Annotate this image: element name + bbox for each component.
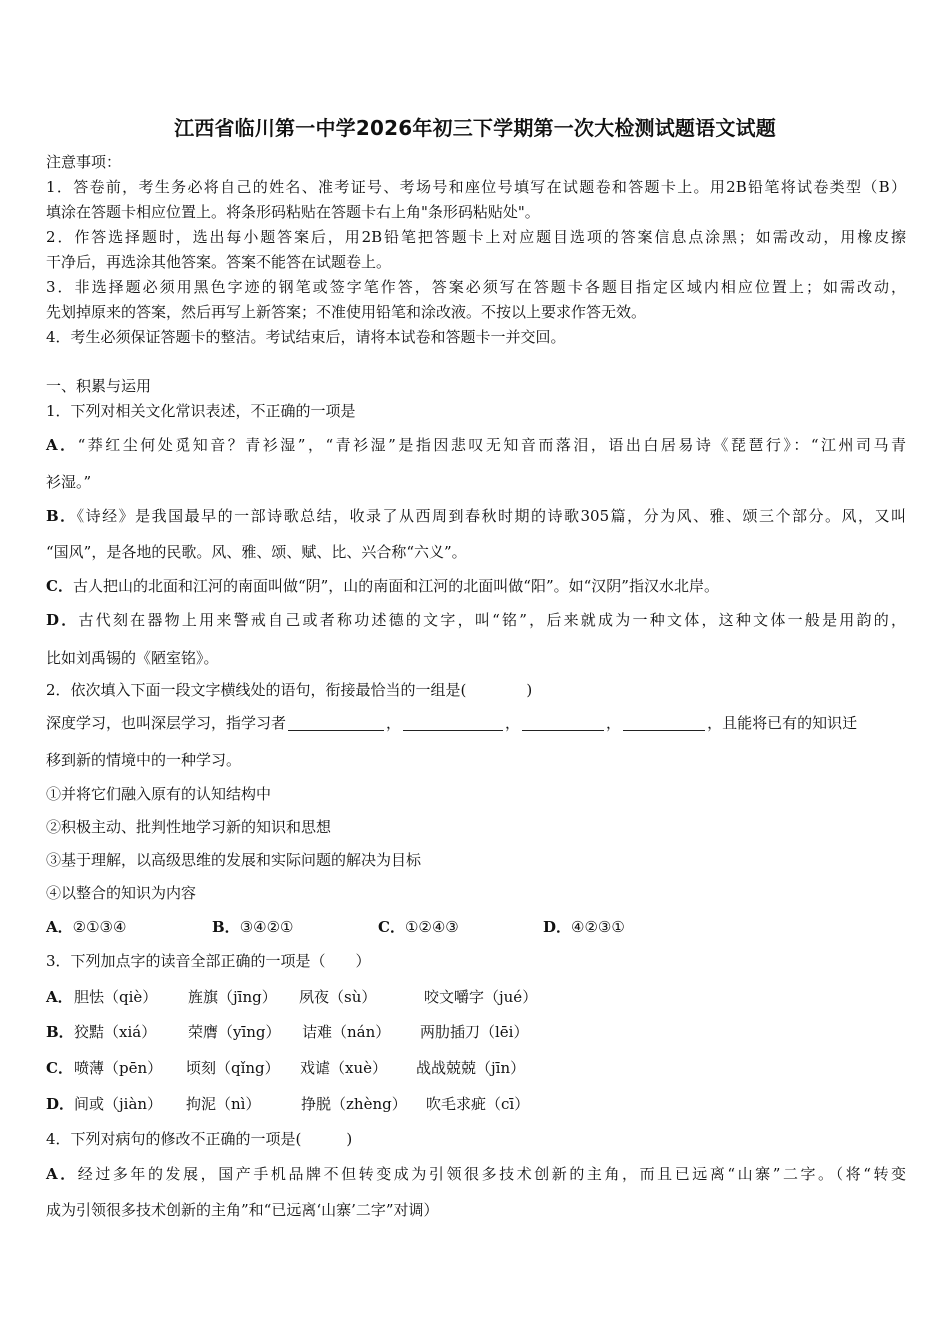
q2-sentence-4: ④以整合的知识为内容 — [46, 884, 197, 902]
option-label: A． — [46, 918, 73, 936]
blank-line-3[interactable] — [522, 714, 604, 731]
option-text: 古人把山的北面和江河的南面叫做“阴”，山的南面和江河的北面叫做“阳”。如“汉阴”指汉水北岸。 — [72, 577, 719, 595]
pinyin-word: 吹毛求疵（cī） — [426, 1095, 530, 1113]
option-text: “莽红尘何处觅知音？青衫湿”，“青衫湿”是指因悲叹无知音而落泪，语出白居易诗《琵琶行》：“江州司马青 — [77, 436, 906, 454]
q2-passage-line-2: 移到新的情境中的一种学习。 — [46, 751, 242, 769]
q2-sentence-1: ①并将它们融入原有的认知结构中 — [46, 785, 272, 803]
notice-heading: 注意事项： — [46, 153, 122, 171]
q1-option-a-line-2: 衫湿。” — [46, 473, 92, 491]
q1-option-d-line-1 — [46, 610, 906, 630]
option-label: C． — [46, 1059, 73, 1077]
option-label: C． — [46, 577, 73, 595]
option-label: A． — [46, 1165, 78, 1183]
q2-passage-line-1 — [46, 713, 857, 733]
q2-option-d — [543, 917, 625, 937]
blank-line-1[interactable] — [288, 714, 384, 731]
pinyin-word: 诘难（nán） — [302, 1023, 391, 1041]
q3-option-d — [46, 1094, 906, 1114]
pinyin-word: 挣脱（zhèng） — [301, 1095, 407, 1113]
option-text: ①②④③ — [404, 918, 459, 936]
pinyin-word: 拘泥（nì） — [186, 1095, 261, 1113]
q1-option-b-line-1 — [46, 506, 906, 526]
option-label: D． — [46, 611, 79, 629]
q2-option-b — [212, 917, 293, 937]
passage-text: ，且能将已有的知识迁 — [707, 714, 858, 732]
option-label: A． — [46, 988, 73, 1006]
section-heading: 一、积累与运用 — [46, 377, 152, 395]
q3-option-c — [46, 1058, 906, 1078]
pinyin-word: 喷薄（pēn） — [74, 1059, 163, 1077]
q1-stem: 1．下列对相关文化常识表述，不正确的一项是 — [46, 402, 356, 420]
pinyin-word: 胆怯（qiè） — [74, 988, 158, 1006]
q2-sentence-2: ②积极主动、批判性地学习新的知识和思想 — [46, 818, 332, 836]
q2-stem: 2．依次填入下面一段文字横线处的语句，衔接最恰当的一组是( ) — [46, 681, 533, 699]
blank-line-4[interactable] — [623, 714, 705, 731]
q1-option-b-line-2: “国风”，是各地的民歌。风、雅、颂、赋、比、兴合称“六义”。 — [46, 543, 467, 561]
option-label: B． — [46, 507, 77, 525]
blank-line-2[interactable] — [403, 714, 503, 731]
pinyin-word: 荣膺（yīng） — [188, 1023, 281, 1041]
option-label: D． — [543, 918, 572, 936]
pinyin-word: 战战兢兢（jīn） — [416, 1059, 526, 1077]
option-label: D． — [46, 1095, 75, 1113]
pinyin-word: 两肋插刀（lēi） — [420, 1023, 529, 1041]
pinyin-word: 顷刻（qǐng） — [186, 1059, 280, 1077]
option-label: B． — [46, 1023, 74, 1041]
notice-item-3-line-1: 3．非选择题必须用黑色字迹的钢笔或签字笔作答，答案必须写在答题卡各题目指定区域内相应位置上；如需改动， — [46, 278, 906, 296]
q4-option-a-line-1 — [46, 1164, 906, 1184]
comma: ， — [606, 714, 622, 732]
pinyin-word: 狡黠（xiá） — [74, 1023, 157, 1041]
comma: ， — [386, 714, 402, 732]
q3-stem: 3．下列加点字的读音全部正确的一项是（ ） — [46, 952, 371, 970]
option-label: A． — [46, 436, 78, 454]
option-text: ②①③④ — [72, 918, 127, 936]
q1-option-d-line-2: 比如刘禹锡的《陋室铭》。 — [46, 649, 219, 667]
option-text: 经过多年的发展，国产手机品牌不但转变成为引领很多技术创新的主角，而且已远离“山寨”二字。（将“转变 — [77, 1165, 907, 1183]
q1-option-a-line-1 — [46, 435, 906, 455]
q4-option-a-line-2: 成为引领很多技术创新的主角”和“已远离‘山寨’二字”对调） — [46, 1201, 439, 1219]
pinyin-word: 间或（jiàn） — [74, 1095, 163, 1113]
notice-item-4: 4．考生必须保证答题卡的整洁。考试结束后，请将本试卷和答题卡一并交回。 — [46, 328, 566, 346]
q2-sentence-3: ③基于理解，以高级思维的发展和实际问题的解决为目标 — [46, 851, 422, 869]
q1-option-c — [46, 576, 719, 596]
passage-text: 深度学习，也叫深层学习，指学习者 — [46, 714, 287, 732]
page-title: 江西省临川第一中学2026年初三下学期第一次大检测试题语文试题 — [174, 116, 776, 140]
q2-option-a — [46, 917, 126, 937]
notice-item-1-line-1: 1．答卷前，考生务必将自己的姓名、准考证号、考场号和座位号填写在试题卷和答题卡上。用2B铅笔将试卷类型（B） — [46, 178, 906, 196]
option-text: 《诗经》是我国最早的一部诗歌总结，收录了从西周到春秋时期的诗歌305篇，分为风、雅、颂三个部分。风，又叫 — [76, 507, 906, 525]
q3-option-b — [46, 1022, 906, 1042]
comma: ， — [505, 714, 521, 732]
pinyin-word: 夙夜（sù） — [299, 988, 377, 1006]
q3-option-a — [46, 987, 906, 1007]
pinyin-word: 戏谑（xuè） — [300, 1059, 387, 1077]
option-label: B． — [212, 918, 240, 936]
notice-item-2-line-2: 干净后，再选涂其他答案。答案不能答在试题卷上。 — [46, 253, 392, 271]
option-text: 古代刻在器物上用来警戒自己或者称功述德的文字，叫“铭”，后来就成为一种文体，这种文体一般是用韵的， — [78, 611, 907, 629]
pinyin-word: 咬文嚼字（jué） — [424, 988, 538, 1006]
notice-item-2-line-1: 2．作答选择题时，选出每小题答案后，用2B铅笔把答题卡上对应题目选项的答案信息点涂黑；如需改动，用橡皮擦 — [46, 228, 906, 246]
option-text: ④②③① — [571, 918, 625, 936]
q4-stem: 4．下列对病句的修改不正确的一项是( ) — [46, 1130, 353, 1148]
q2-option-c — [378, 917, 459, 937]
option-text: ③④②① — [239, 918, 294, 936]
pinyin-word: 旌旗（jīng） — [188, 988, 277, 1006]
option-label: C． — [378, 918, 405, 936]
q2-options — [46, 917, 906, 937]
notice-item-1-line-2: 填涂在答题卡相应位置上。将条形码粘贴在答题卡右上角"条形码粘贴处"。 — [46, 203, 540, 221]
notice-item-3-line-2: 先划掉原来的答案，然后再写上新答案；不准使用铅笔和涂改液。不按以上要求作答无效。 — [46, 303, 647, 321]
